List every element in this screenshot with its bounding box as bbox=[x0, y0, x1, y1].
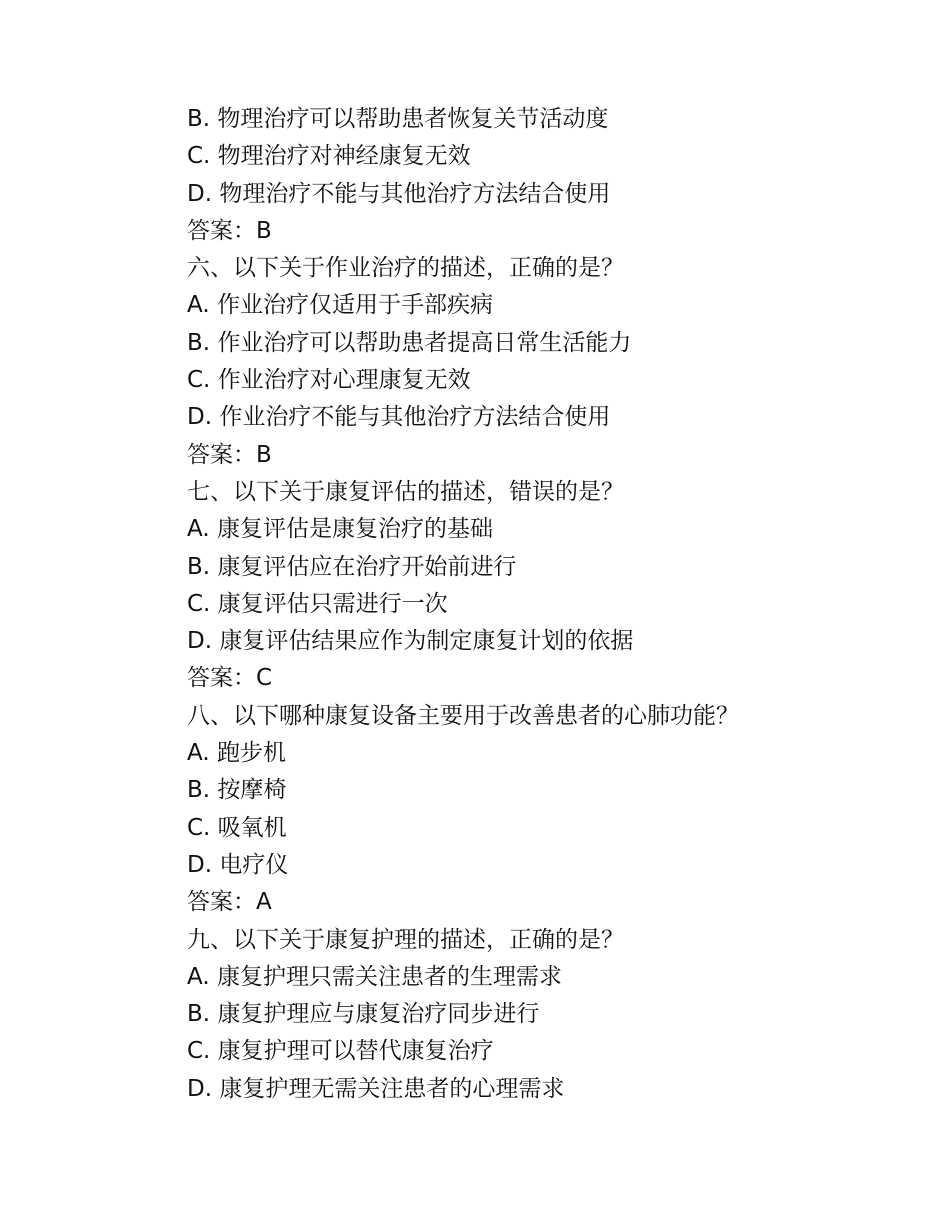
option-line: B. 按摩椅 bbox=[187, 777, 287, 804]
option-line: C. 作业治疗对心理康复无效 bbox=[187, 367, 471, 394]
option-line: B. 物理治疗可以帮助患者恢复关节活动度 bbox=[187, 106, 609, 132]
answer-line: 答案：B bbox=[187, 441, 272, 468]
question-line: 八、以下哪种康复设备主要用于改善患者的心肺功能？ bbox=[187, 702, 739, 729]
option-line: C. 康复护理可以替代康复治疗 bbox=[187, 1038, 494, 1065]
option-line: A. 作业治疗仅适用于手部疾病 bbox=[187, 292, 493, 319]
answer-line: 答案：C bbox=[187, 665, 273, 692]
option-line: A. 跑步机 bbox=[187, 740, 286, 767]
question-line: 九、以下关于康复护理的描述，正确的是？ bbox=[187, 926, 624, 953]
option-line: A. 康复护理只需关注患者的生理需求 bbox=[187, 963, 562, 990]
answer-line: 答案：A bbox=[187, 889, 272, 916]
option-line: C. 吸氧机 bbox=[187, 814, 287, 841]
answer-line: 答案：B bbox=[187, 217, 272, 244]
option-line: B. 作业治疗可以帮助患者提高日常生活能力 bbox=[187, 329, 632, 356]
option-line: C. 物理治疗对神经康复无效 bbox=[187, 143, 471, 170]
question-line: 六、以下关于作业治疗的描述，正确的是？ bbox=[187, 255, 624, 282]
option-line: D. 康复评估结果应作为制定康复计划的依据 bbox=[187, 628, 634, 655]
option-line: A. 康复评估是康复治疗的基础 bbox=[187, 516, 493, 543]
question-line: 七、以下关于康复评估的描述，错误的是？ bbox=[187, 478, 624, 505]
option-line: B. 康复护理应与康复治疗同步进行 bbox=[187, 1001, 540, 1028]
option-line: B. 康复评估应在治疗开始前进行 bbox=[187, 553, 517, 580]
question-list bbox=[187, 101, 887, 1108]
option-line: C. 康复评估只需进行一次 bbox=[187, 590, 448, 617]
option-line: D. 作业治疗不能与其他治疗方法结合使用 bbox=[187, 404, 611, 431]
option-line: D. 电疗仪 bbox=[187, 851, 289, 878]
option-line: D. 物理治疗不能与其他治疗方法结合使用 bbox=[187, 180, 611, 207]
option-line: D. 康复护理无需关注患者的心理需求 bbox=[187, 1075, 565, 1102]
